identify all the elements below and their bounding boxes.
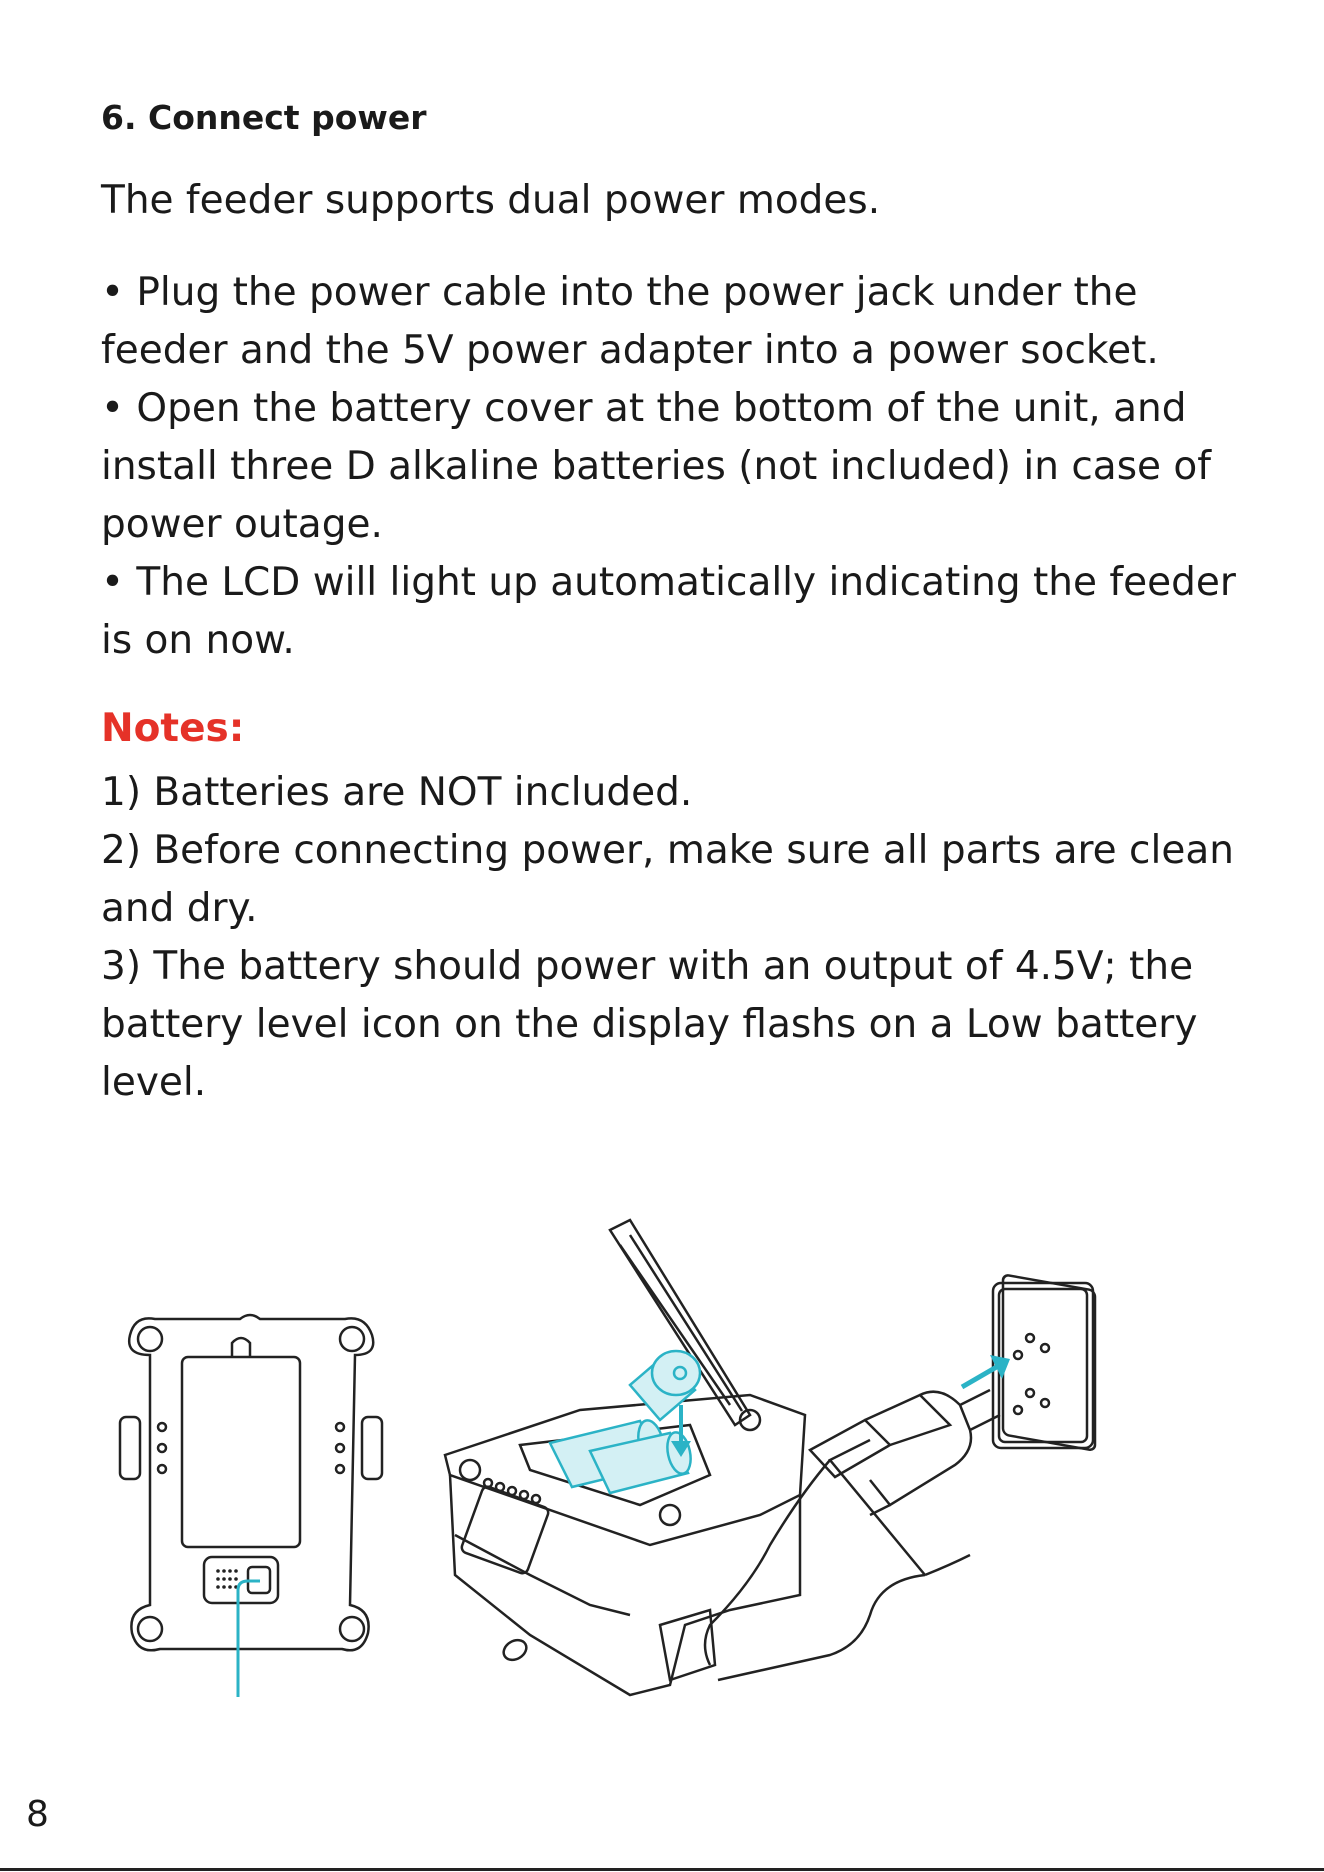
notes-list bbox=[101, 764, 1251, 1112]
note-item: 2) Before connecting power, make sure all parts are clean and dry. bbox=[101, 828, 1234, 931]
section-heading: 6. Connect power bbox=[101, 98, 427, 137]
instruction-item-lcd: • The LCD will light up automatically indicating the feeder is on now. bbox=[101, 560, 1236, 663]
instruction-item-power-cable: • Plug the power cable into the power jack under the feeder and the 5V power adapter into a power socket. bbox=[101, 270, 1159, 373]
instruction-list bbox=[101, 264, 1251, 670]
battery-icon bbox=[550, 1351, 700, 1493]
note-item: 3) The battery should power with an output of 4.5V; the battery level icon on the display flashs on a Low battery level. bbox=[101, 944, 1198, 1105]
note-item: 1) Batteries are NOT included. bbox=[101, 770, 693, 815]
power-adapter-socket-icon bbox=[705, 1274, 1095, 1680]
intro-text: The feeder supports dual power modes. bbox=[101, 178, 881, 223]
bottom-rule bbox=[0, 1868, 1324, 1871]
feeder-bottom-view-icon bbox=[120, 1315, 382, 1650]
notes-title: Notes: bbox=[101, 706, 245, 751]
power-connection-illustration bbox=[110, 1215, 1240, 1715]
instruction-item-batteries: • Open the battery cover at the bottom of the unit, and install three D alkaline batteries (not included) in case of power outage. bbox=[101, 386, 1211, 547]
power-cable-line bbox=[238, 1581, 260, 1697]
page-number: 8 bbox=[26, 1794, 49, 1835]
